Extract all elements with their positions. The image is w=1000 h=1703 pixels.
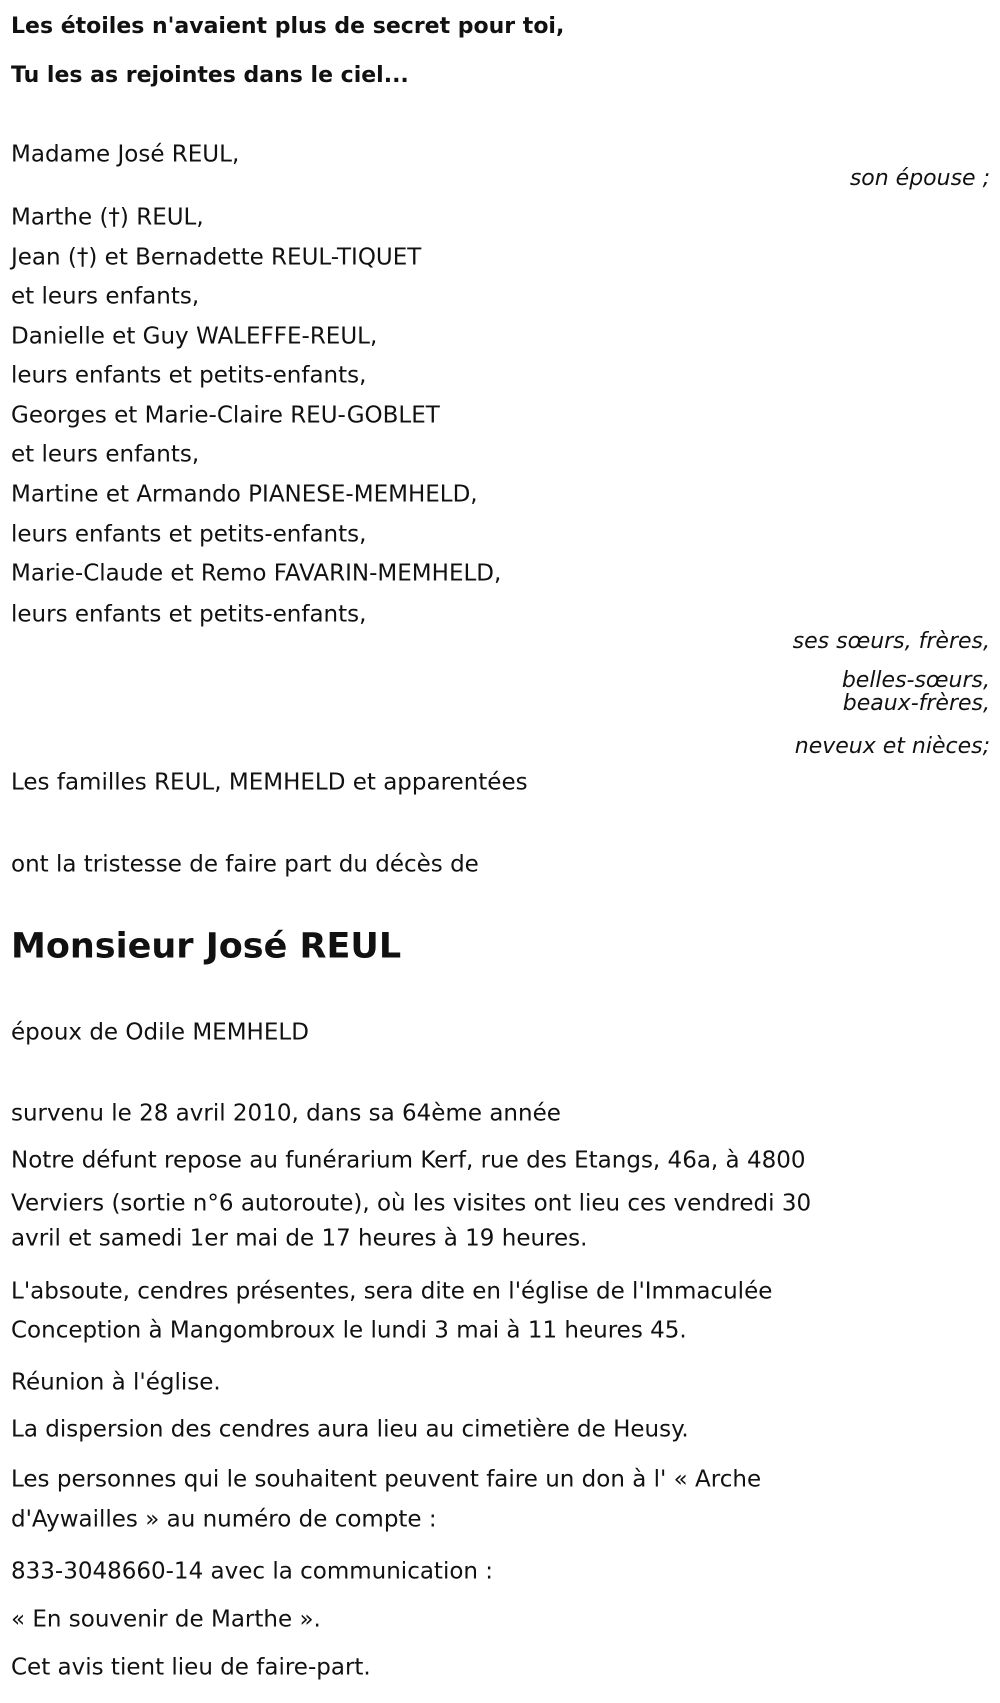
announcement: ont la tristesse de faire part du décès de bbox=[11, 851, 479, 878]
body-line: Conception à Mangombroux le lundi 3 mai à 11 heures 45. bbox=[11, 1317, 687, 1344]
body-line: avril et samedi 1er mai de 17 heures à 19 heures. bbox=[11, 1225, 588, 1252]
family-role: beaux-frères, bbox=[842, 691, 990, 716]
epigraph-line: Tu les as rejointes dans le ciel... bbox=[11, 63, 409, 88]
family-line: Jean (†) et Bernadette REUL-TIQUET bbox=[11, 244, 422, 271]
body-line: Verviers (sortie n°6 autoroute), où les visites ont lieu ces vendredi 30 bbox=[11, 1190, 812, 1217]
family-line: Marthe (†) REUL, bbox=[11, 204, 204, 231]
spouse-name: Madame José REUL, bbox=[11, 141, 240, 168]
family-line: et leurs enfants, bbox=[11, 441, 200, 468]
body-line: Les personnes qui le souhaitent peuvent faire un don à l' « Arche bbox=[11, 1466, 762, 1493]
spouse-role: son épouse ; bbox=[849, 166, 990, 191]
body-line: La dispersion des cendres aura lieu au cimetière de Heusy. bbox=[11, 1416, 689, 1443]
family-line: Georges et Marie-Claire REU-GOBLET bbox=[11, 402, 440, 429]
family-role: belles-sœurs, bbox=[841, 668, 990, 693]
families-line: Les familles REUL, MEMHELD et apparentées bbox=[11, 769, 528, 796]
deceased-name: Monsieur José REUL bbox=[11, 926, 402, 967]
family-line: leurs enfants et petits-enfants, bbox=[11, 521, 367, 548]
body-line: d'Aywailles » au numéro de compte : bbox=[11, 1506, 437, 1533]
family-role: ses sœurs, frères, bbox=[792, 629, 990, 654]
body-line: Notre défunt repose au funérarium Kerf, rue des Etangs, 46a, à 4800 bbox=[11, 1147, 806, 1174]
family-role: neveux et nièces; bbox=[794, 734, 990, 759]
body-line: 833-3048660-14 avec la communication : bbox=[11, 1558, 494, 1585]
body-line: Réunion à l'église. bbox=[11, 1369, 221, 1396]
family-line: Martine et Armando PIANESE-MEMHELD, bbox=[11, 481, 478, 508]
family-line: leurs enfants et petits-enfants, bbox=[11, 601, 367, 628]
family-line: et leurs enfants, bbox=[11, 283, 200, 310]
epigraph-line: Les étoiles n'avaient plus de secret pour toi, bbox=[11, 14, 565, 39]
body-line: Cet avis tient lieu de faire-part. bbox=[11, 1654, 371, 1681]
spouse-of: époux de Odile MEMHELD bbox=[11, 1019, 309, 1046]
family-line: Danielle et Guy WALEFFE-REUL, bbox=[11, 323, 378, 350]
family-line: Marie-Claude et Remo FAVARIN-MEMHELD, bbox=[11, 560, 502, 587]
body-line: « En souvenir de Marthe ». bbox=[11, 1606, 321, 1633]
body-line: L'absoute, cendres présentes, sera dite en l'église de l'Immaculée bbox=[11, 1278, 773, 1305]
body-line: survenu le 28 avril 2010, dans sa 64ème année bbox=[11, 1100, 561, 1127]
family-line: leurs enfants et petits-enfants, bbox=[11, 362, 367, 389]
